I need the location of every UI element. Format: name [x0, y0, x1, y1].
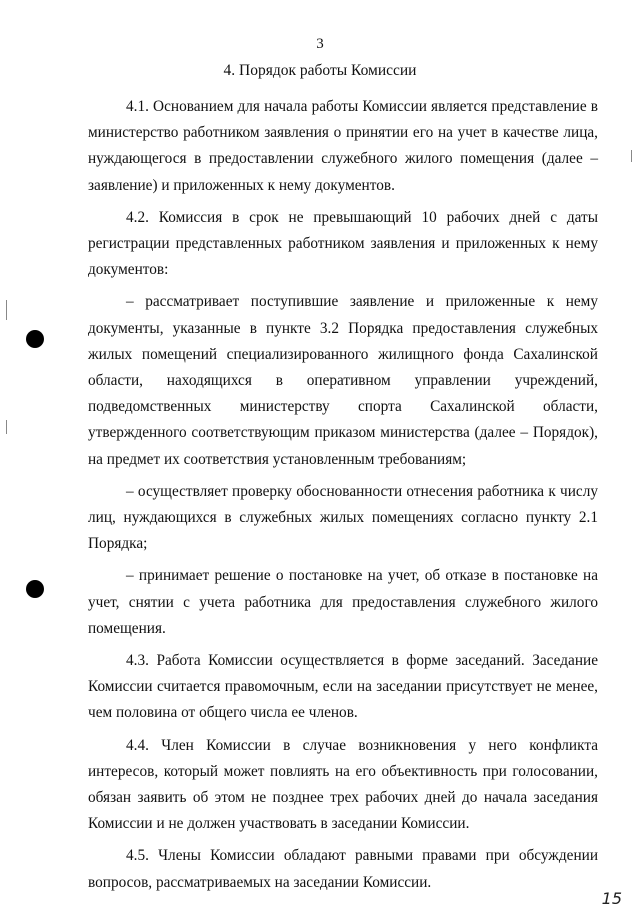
body-text — [88, 94, 598, 902]
list-item-verify: – осуществляет проверку обоснованности отнесения работника к числу лиц, нуждающихся в служебных жилых помещениях согласно пункту 2.1 Порядка; — [88, 482, 598, 553]
scan-mark — [6, 300, 7, 320]
list-item-review: – рассматривает поступившие заявление и приложенные к нему документы, указанные в пункте 3.2 Порядка предоставления служебных жилых помещений специализированного жилищного фонда Сахалинской области, находящихся в оперативном управлении учреждений, подведомственных министерству спорта Сахалинской области, утвержденного соответствующим приказом министерства (далее – Порядок), на предмет их соответствия установленным требованиям; — [88, 293, 598, 468]
punch-hole-bottom — [26, 580, 44, 598]
paragraph-4-3: 4.3. Работа Комиссии осуществляется в форме заседаний. Заседание Комиссии считается правомочным, если на заседании присутствует не менее, чем половина от общего числа ее членов. — [88, 652, 598, 722]
paragraph-4-4: 4.4. Член Комиссии в случае возникновения у него конфликта интересов, который может повлиять на его объективность при голосовании, обязан заявить об этом не позднее трех рабочих дней до начала заседания Комиссии и не должен участвовать в заседании Комиссии. — [88, 736, 598, 833]
punch-hole-top — [26, 330, 44, 348]
list-item-decision: – принимает решение о постановке на учет, об отказе в постановке на учет, снятии с учета работника для предоставления служебного жилого помещения. — [88, 567, 598, 637]
page-number: 3 — [316, 36, 324, 52]
handwritten-page-number: 15 — [601, 889, 622, 908]
paragraph-4-1: 4.1. Основанием для начала работы Комиссии является представление в министерство работником заявления о принятии его на учет в качестве лица, нуждающегося в предоставлении служебного жилого помещения (далее – заявление) и приложенных к нему документов. — [88, 98, 598, 194]
scan-mark — [631, 150, 632, 162]
scan-mark — [6, 420, 7, 434]
paragraph-4-5: 4.5. Члены Комиссии обладают равными правами при обсуждении вопросов, рассматриваемых на заседании Комиссии. — [88, 847, 598, 891]
section-title: 4. Порядок работы Комиссии — [223, 62, 417, 79]
paragraph-4-2: 4.2. Комиссия в срок не превышающий 10 рабочих дней с даты регистрации представленных работником заявления и приложенных к нему документов: — [88, 208, 598, 279]
